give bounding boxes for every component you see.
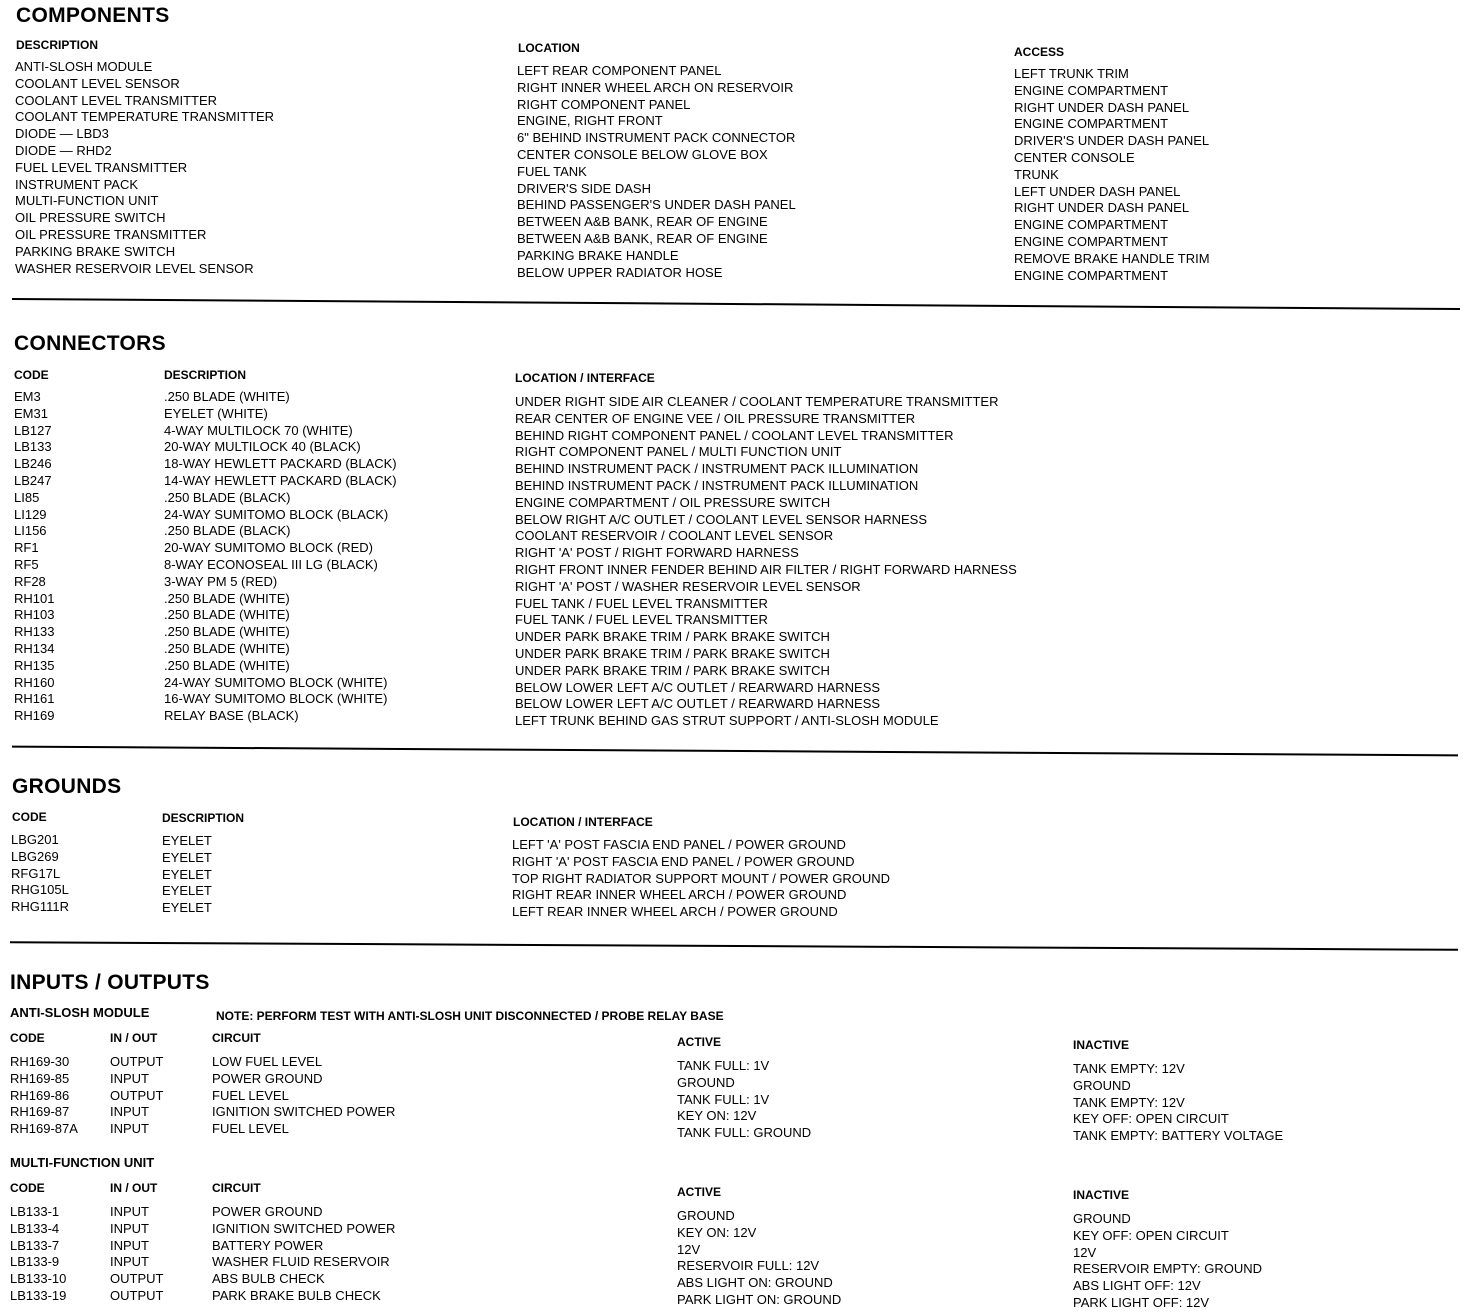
components-description-row: ANTI-SLOSH MODULE [15,59,153,74]
components-access-row: TRUNK [1014,166,1059,182]
connectors-location-row: BELOW RIGHT A/C OUTLET / COOLANT LEVEL SENSOR HARNESS [515,511,928,527]
connectors-location-row: RIGHT 'A' POST / WASHER RESERVOIR LEVEL SENSOR [515,578,861,594]
anti-slosh-inactive-row: GROUND [1073,1077,1131,1093]
connectors-location-row: UNDER PARK BRAKE TRIM / PARK BRAKE SWITCH [515,662,830,678]
anti-slosh-circuit-row: LOW FUEL LEVEL [212,1054,323,1069]
components-access-row: LEFT TRUNK TRIM [1014,66,1129,81]
components-location-row: ENGINE, RIGHT FRONT [517,113,663,129]
anti-slosh-code-row: RH169-87 [10,1104,70,1120]
components-access-row: REMOVE BRAKE HANDLE TRIM [1014,250,1210,266]
anti-slosh-circuit-row: FUEL LEVEL [212,1087,289,1103]
multi-function-circuit-row: ABS BULB CHECK [212,1271,325,1287]
connectors-code-row: LB246 [14,456,52,472]
components-access-row: LEFT UNDER DASH PANEL [1014,183,1181,199]
connectors-description-row: RELAY BASE (BLACK) [164,708,299,724]
connectors-description-row: 8-WAY ECONOSEAL III LG (BLACK) [164,556,378,572]
anti-slosh-inactive-header: INACTIVE [1073,1038,1130,1052]
connectors-divider [12,746,1458,757]
connectors-location-column [515,394,1017,730]
anti-slosh-module-heading: ANTI-SLOSH MODULE [10,1005,150,1020]
grounds-location-row: RIGHT 'A' POST FASCIA END PANEL / POWER GROUND [512,853,855,869]
connectors-code-row: RF1 [14,540,39,556]
multi-function-code-row: LB133-9 [10,1254,60,1270]
multi-function-inactive-header: INACTIVE [1073,1188,1130,1202]
multi-function-code-header: CODE [10,1181,45,1195]
connectors-code-row: RH161 [14,691,55,707]
connectors-location-row: RIGHT COMPONENT PANEL / MULTI FUNCTION UNIT [515,444,842,460]
components-description-row: COOLANT LEVEL SENSOR [15,75,180,91]
connectors-location-row: BEHIND RIGHT COMPONENT PANEL / COOLANT LEVEL TRANSMITTER [515,427,954,443]
anti-slosh-active-column [677,1058,811,1142]
connectors-description-row: .250 BLADE (WHITE) [164,624,290,640]
components-location-row: PARKING BRAKE HANDLE [517,247,679,263]
components-description-row: COOLANT TEMPERATURE TRANSMITTER [15,109,275,125]
connectors-location-row: BELOW LOWER LEFT A/C OUTLET / REARWARD HARNESS [515,679,881,695]
connectors-location-row: UNDER PARK BRAKE TRIM / PARK BRAKE SWITCH [515,629,830,645]
connectors-description-row: .250 BLADE (BLACK) [164,523,291,539]
connectors-code-row: LI129 [14,506,47,522]
multi-function-inout-row: INPUT [110,1237,149,1253]
components-location-row: BELOW UPPER RADIATOR HOSE [517,264,723,280]
anti-slosh-inout-row: INPUT [110,1121,149,1137]
connectors-title: CONNECTORS [14,332,166,355]
connectors-code-column [14,389,54,725]
multi-function-inactive-row: PARK LIGHT OFF: 12V [1073,1294,1210,1310]
connectors-code-row: RH134 [14,640,55,656]
anti-slosh-circuit-row: POWER GROUND [212,1070,323,1086]
components-description-column [15,59,274,277]
multi-function-inout-column [110,1204,163,1305]
connectors-location-row: FUEL TANK / FUEL LEVEL TRANSMITTER [515,612,768,628]
components-location-row: DRIVER'S SIDE DASH [517,180,651,196]
components-title: COMPONENTS [16,4,170,27]
grounds-code-row: LBG201 [11,832,59,847]
grounds-location-row: TOP RIGHT RADIATOR SUPPORT MOUNT / POWER GROUND [512,870,891,886]
multi-function-circuit-row: WASHER FLUID RESERVOIR [212,1254,390,1270]
components-location-row: RIGHT COMPONENT PANEL [517,96,691,112]
components-location-row: LEFT REAR COMPONENT PANEL [517,63,722,78]
connectors-description-column [164,389,397,725]
multi-function-active-row: 12V [677,1241,701,1257]
anti-slosh-inout-header: IN / OUT [110,1031,158,1045]
components-access-row: ENGINE COMPARTMENT [1014,116,1169,132]
connectors-location-row: RIGHT 'A' POST / RIGHT FORWARD HARNESS [515,545,799,561]
multi-function-code-row: LB133-4 [10,1220,60,1236]
connectors-description-row: 14-WAY HEWLETT PACKARD (BLACK) [164,472,397,488]
connectors-description-row: .250 BLADE (WHITE) [164,590,290,606]
connectors-description-row: EYELET (WHITE) [164,405,268,421]
connectors-code-row: LI156 [14,523,47,539]
anti-slosh-active-row: TANK FULL: GROUND [677,1125,812,1141]
multi-function-code-row: LB133-10 [10,1271,67,1287]
anti-slosh-inactive-row: KEY OFF: OPEN CIRCUIT [1073,1111,1229,1127]
grounds-code-row: RFG17L [11,865,61,881]
anti-slosh-active-row: TANK FULL: 1V [677,1091,770,1107]
connectors-description-row: 3-WAY PM 5 (RED) [164,573,278,589]
grounds-code-row: RHG105L [11,882,69,898]
components-location-row: FUEL TANK [517,163,587,179]
connectors-location-row: LEFT TRUNK BEHIND GAS STRUT SUPPORT / ANTI-SLOSH MODULE [515,713,939,729]
multi-function-code-column [10,1204,66,1305]
components-access-row: ENGINE COMPARTMENT [1014,233,1169,249]
multi-function-active-row: KEY ON: 12V [677,1224,757,1240]
anti-slosh-inout-row: OUTPUT [110,1087,164,1103]
components-description-header: DESCRIPTION [16,38,99,52]
anti-slosh-inactive-row: TANK EMPTY: BATTERY VOLTAGE [1073,1128,1284,1144]
grounds-description-column [162,833,212,917]
connectors-code-row: EM31 [14,405,48,421]
components-location-row: BETWEEN A&B BANK, REAR OF ENGINE [517,230,768,246]
components-access-row: ENGINE COMPARTMENT [1014,267,1169,283]
anti-slosh-code-column [10,1054,78,1138]
connectors-description-row: .250 BLADE (WHITE) [164,657,290,673]
connectors-code-row: RF5 [14,556,39,572]
grounds-description-row: EYELET [162,883,212,899]
grounds-description-row: EYELET [162,866,212,882]
grounds-location-row: LEFT REAR INNER WHEEL ARCH / POWER GROUND [512,904,838,920]
anti-slosh-active-header: ACTIVE [677,1035,722,1049]
anti-slosh-code-row: RH169-30 [10,1054,70,1069]
components-access-row: RIGHT UNDER DASH PANEL [1014,99,1190,115]
connectors-code-row: RH133 [14,624,55,640]
multi-function-active-row: PARK LIGHT ON: GROUND [677,1291,842,1307]
connectors-description-row: .250 BLADE (WHITE) [164,389,290,404]
components-access-row: RIGHT UNDER DASH PANEL [1014,200,1190,216]
components-access-column [1014,66,1210,284]
components-access-row: CENTER CONSOLE [1014,149,1135,165]
connectors-code-row: RH169 [14,708,55,724]
grounds-code-column [11,832,69,916]
components-access-row: DRIVER'S UNDER DASH PANEL [1014,133,1210,149]
components-location-row: RIGHT INNER WHEEL ARCH ON RESERVOIR [517,79,794,95]
io-title: INPUTS / OUTPUTS [10,971,210,994]
connectors-description-row: 4-WAY MULTILOCK 70 (WHITE) [164,422,353,438]
multi-function-inout-row: OUTPUT [110,1271,164,1287]
grounds-location-row: LEFT 'A' POST FASCIA END PANEL / POWER GROUND [512,837,846,852]
anti-slosh-inout-row: INPUT [110,1104,149,1120]
multi-function-inactive-row: 12V [1073,1244,1097,1260]
grounds-description-header: DESCRIPTION [162,811,245,825]
multi-function-circuit-row: PARK BRAKE BULB CHECK [212,1287,381,1303]
grounds-location-header: LOCATION / INTERFACE [513,815,653,829]
multi-function-unit-heading: MULTI-FUNCTION UNIT [10,1155,155,1170]
connectors-location-row: BEHIND INSTRUMENT PACK / INSTRUMENT PACK ILLUMINATION [515,477,919,493]
multi-function-active-row: GROUND [677,1208,735,1223]
components-access-header: ACCESS [1014,45,1065,59]
anti-slosh-active-row: KEY ON: 12V [677,1108,757,1124]
anti-slosh-code-row: RH169-87A [10,1121,78,1137]
connectors-location-row: UNDER PARK BRAKE TRIM / PARK BRAKE SWITCH [515,645,830,661]
connectors-location-row: REAR CENTER OF ENGINE VEE / OIL PRESSURE TRANSMITTER [515,410,916,426]
anti-slosh-inout-row: INPUT [110,1070,149,1086]
connectors-location-row: RIGHT FRONT INNER FENDER BEHIND AIR FILTER / RIGHT FORWARD HARNESS [515,561,1017,577]
components-description-row: MULTI-FUNCTION UNIT [15,193,159,209]
multi-function-inactive-row: KEY OFF: OPEN CIRCUIT [1073,1227,1229,1243]
components-location-column [517,63,796,281]
components-description-row: WASHER RESERVOIR LEVEL SENSOR [15,260,254,276]
components-description-row: OIL PRESSURE SWITCH [15,210,166,226]
anti-slosh-inout-row: OUTPUT [110,1054,164,1069]
components-location-row: CENTER CONSOLE BELOW GLOVE BOX [517,146,768,162]
grounds-description-row: EYELET [162,900,212,916]
connectors-description-row: 20-WAY MULTILOCK 40 (BLACK) [164,439,361,455]
multi-function-code-row: LB133-7 [10,1237,60,1253]
grounds-code-header: CODE [12,810,47,824]
grounds-divider [10,941,1458,951]
multi-function-active-header: ACTIVE [677,1185,722,1199]
connectors-code-row: LB133 [14,439,52,455]
multi-function-inactive-row: GROUND [1073,1211,1131,1226]
anti-slosh-note: NOTE: PERFORM TEST WITH ANTI-SLOSH UNIT DISCONNECTED / PROBE RELAY BASE [216,1009,724,1023]
components-description-row: COOLANT LEVEL TRANSMITTER [15,92,218,108]
grounds-title: GROUNDS [12,775,122,798]
anti-slosh-active-row: GROUND [677,1074,735,1090]
multi-function-inout-row: INPUT [110,1254,149,1270]
connectors-description-row: .250 BLADE (BLACK) [164,489,291,505]
anti-slosh-inactive-row: TANK EMPTY: 12V [1073,1061,1185,1076]
multi-function-circuit-row: BATTERY POWER [212,1237,324,1253]
connectors-code-row: LB127 [14,422,52,438]
grounds-description-row: EYELET [162,833,212,848]
components-location-row: BEHIND PASSENGER'S UNDER DASH PANEL [517,197,796,213]
connectors-description-header: DESCRIPTION [164,368,247,382]
connectors-code-row: LB247 [14,472,52,488]
multi-function-active-row: ABS LIGHT ON: GROUND [677,1275,833,1291]
connectors-description-row: .250 BLADE (WHITE) [164,607,290,623]
connectors-location-row: FUEL TANK / FUEL LEVEL TRANSMITTER [515,595,768,611]
multi-function-circuit-header: CIRCUIT [212,1181,261,1195]
connectors-code-header: CODE [14,368,49,382]
anti-slosh-inout-column [110,1054,163,1138]
connectors-description-row: .250 BLADE (WHITE) [164,640,290,656]
components-access-row: ENGINE COMPARTMENT [1014,217,1169,233]
connectors-code-row: RH160 [14,674,55,690]
connectors-code-row: RH101 [14,590,55,606]
connectors-description-row: 18-WAY HEWLETT PACKARD (BLACK) [164,456,397,472]
multi-function-active-row: RESERVOIR FULL: 12V [677,1258,820,1274]
connectors-location-row: ENGINE COMPARTMENT / OIL PRESSURE SWITCH [515,494,831,510]
connectors-location-row: UNDER RIGHT SIDE AIR CLEANER / COOLANT TEMPERATURE TRANSMITTER [515,394,999,409]
components-location-row: 6" BEHIND INSTRUMENT PACK CONNECTOR [517,130,796,146]
connectors-code-row: LI85 [14,489,40,505]
anti-slosh-active-row: TANK FULL: 1V [677,1058,770,1073]
multi-function-circuit-row: IGNITION SWITCHED POWER [212,1220,396,1236]
multi-function-circuit-column [212,1204,395,1305]
connectors-location-row: COOLANT RESERVOIR / COOLANT LEVEL SENSOR [515,528,834,544]
multi-function-inactive-column [1073,1211,1262,1312]
grounds-location-row: RIGHT REAR INNER WHEEL ARCH / POWER GROUND [512,887,847,903]
anti-slosh-inactive-column [1073,1061,1283,1145]
components-access-row: ENGINE COMPARTMENT [1014,82,1169,98]
grounds-description-row: EYELET [162,849,212,865]
grounds-code-row: LBG269 [11,848,59,864]
multi-function-code-row: LB133-1 [10,1204,60,1219]
connectors-description-row: 16-WAY SUMITOMO BLOCK (WHITE) [164,691,388,707]
components-location-header: LOCATION [518,41,580,55]
connectors-code-row: EM3 [14,389,41,404]
connectors-code-row: RH135 [14,657,55,673]
grounds-code-row: RHG111R [11,899,70,915]
multi-function-active-column [677,1208,841,1309]
multi-function-inactive-row: ABS LIGHT OFF: 12V [1073,1278,1201,1294]
components-description-row: INSTRUMENT PACK [15,176,139,192]
grounds-location-column [512,837,890,921]
components-description-row: DIODE — LBD3 [15,126,109,142]
anti-slosh-code-row: RH169-86 [10,1087,70,1103]
anti-slosh-circuit-column [212,1054,395,1138]
connectors-code-row: RF28 [14,573,46,589]
connectors-description-row: 24-WAY SUMITOMO BLOCK (BLACK) [164,506,389,522]
components-description-row: FUEL LEVEL TRANSMITTER [15,159,188,175]
multi-function-inout-row: INPUT [110,1204,149,1219]
anti-slosh-circuit-header: CIRCUIT [212,1031,261,1045]
multi-function-code-row: LB133-19 [10,1287,67,1303]
connectors-location-row: BELOW LOWER LEFT A/C OUTLET / REARWARD HARNESS [515,696,881,712]
components-divider [12,298,1460,310]
multi-function-inactive-row: RESERVOIR EMPTY: GROUND [1073,1261,1263,1277]
multi-function-circuit-row: POWER GROUND [212,1204,323,1219]
anti-slosh-circuit-row: IGNITION SWITCHED POWER [212,1104,396,1120]
components-description-row: DIODE — RHD2 [15,142,112,158]
connectors-location-header: LOCATION / INTERFACE [515,371,655,385]
anti-slosh-code-header: CODE [10,1031,45,1045]
components-description-row: PARKING BRAKE SWITCH [15,243,176,259]
multi-function-inout-header: IN / OUT [110,1181,158,1195]
anti-slosh-circuit-row: FUEL LEVEL [212,1121,289,1137]
connectors-location-row: BEHIND INSTRUMENT PACK / INSTRUMENT PACK ILLUMINATION [515,461,919,477]
components-location-row: BETWEEN A&B BANK, REAR OF ENGINE [517,214,768,230]
multi-function-inout-row: OUTPUT [110,1287,164,1303]
anti-slosh-code-row: RH169-85 [10,1070,70,1086]
connectors-code-row: RH103 [14,607,55,623]
connectors-description-row: 24-WAY SUMITOMO BLOCK (WHITE) [164,674,388,690]
connectors-description-row: 20-WAY SUMITOMO BLOCK (RED) [164,540,373,556]
components-description-row: OIL PRESSURE TRANSMITTER [15,226,207,242]
multi-function-inout-row: INPUT [110,1220,149,1236]
anti-slosh-inactive-row: TANK EMPTY: 12V [1073,1094,1185,1110]
